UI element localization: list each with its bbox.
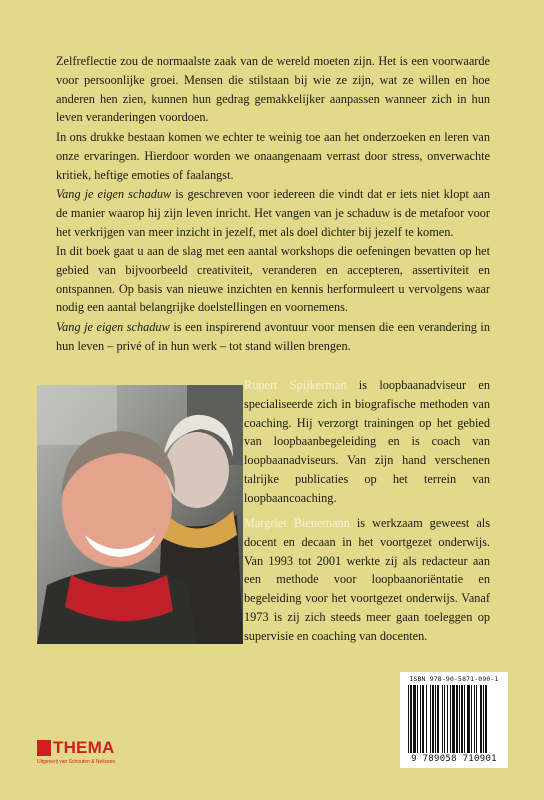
- publisher-tagline: Uitgeverij van Schouten & Nelissen: [37, 759, 116, 765]
- book-title: Vang je eigen schaduw: [56, 320, 170, 334]
- author-photo: [37, 385, 243, 644]
- author-bio-1: [244, 376, 490, 508]
- author-bio-2: [244, 514, 490, 646]
- logo-mark-icon: [37, 740, 51, 756]
- author-bio-text: is werkzaam geweest als docent en decaan in het voortgezet onderwijs. Van 1993 tot 2001 werkte zij als redacteur aan een methode voor loopbaanoriëntatie en begeleiding voor het voortgezet onderwijs. Vanaf 1973 is zij zich steeds meer gaan toeleggen op supervisie en coaching van docenten.: [244, 516, 490, 643]
- paragraph-text: is een inspirerend avontuur voor mensen die een verandering in hun leven – privé of in hun werk – tot stand willen brengen.: [56, 320, 490, 353]
- ean-digits: 9 789058 710901: [411, 754, 497, 764]
- intro-paragraph-3: [56, 185, 490, 241]
- book-title: Vang je eigen schaduw: [56, 187, 172, 201]
- intro-paragraph-2: In ons drukke bestaan komen we echter te weinig toe aan het onderzoeken en leren van onze ervaringen. Hierdoor worden we onaangenaam verrast door stress, onverwachte kritiek, heftige emoties of faalangst.: [56, 130, 490, 182]
- publisher-logo: [37, 740, 147, 770]
- author-name: Margriet Bienemann: [244, 516, 350, 530]
- paragraph-text: is geschreven voor iedereen die vindt dat er iets niet klopt aan de manier waarop hij zijn leven inricht. Het vangen van je schaduw is de metafoor voor het verkrijgen van meer inzicht in jezelf, met als doel dichter bij jezelf te komen.: [56, 187, 490, 239]
- publisher-name: THEMA: [53, 738, 115, 757]
- author-bio-text: is loopbaanadviseur en specialiseerde zich in biografische methoden van coaching. Hij verzorgt trainingen op het gebied van loopbaanbegeleiding en is coach van loopbaanadviseurs. Van zijn hand verschenen talrijke publicaties op het terrein van loopbaancoaching.: [244, 378, 490, 505]
- isbn-label: ISBN 978-90-5871-090-1: [409, 675, 499, 683]
- author-name: Rupert Spijkerman: [244, 378, 347, 392]
- intro-paragraph-5: [56, 318, 490, 356]
- intro-paragraph-4: In dit boek gaat u aan de slag met een aantal workshops die oefeningen bevatten op het gebied van bijvoorbeeld creativiteit, veranderen en accepteren, assertiviteit en ontspannen. Op basis van nieuwe inzichten en kennis herformuleert u vervolgens waar nodig een aantal belangrijke doelstellingen en voornemens.: [56, 244, 490, 315]
- barcode: [400, 672, 508, 768]
- intro-paragraph-1: Zelfreflectie zou de normaalste zaak van de wereld moeten zijn. Het is een voorwaarde voor persoonlijke groei. Mensen die stilstaan bij wie ze zijn, wat ze willen en hoe anderen hen zien, kunnen hun gedrag gemakkelijker aanpassen wanneer zich in hun leven veranderingen voordoen.: [56, 54, 490, 125]
